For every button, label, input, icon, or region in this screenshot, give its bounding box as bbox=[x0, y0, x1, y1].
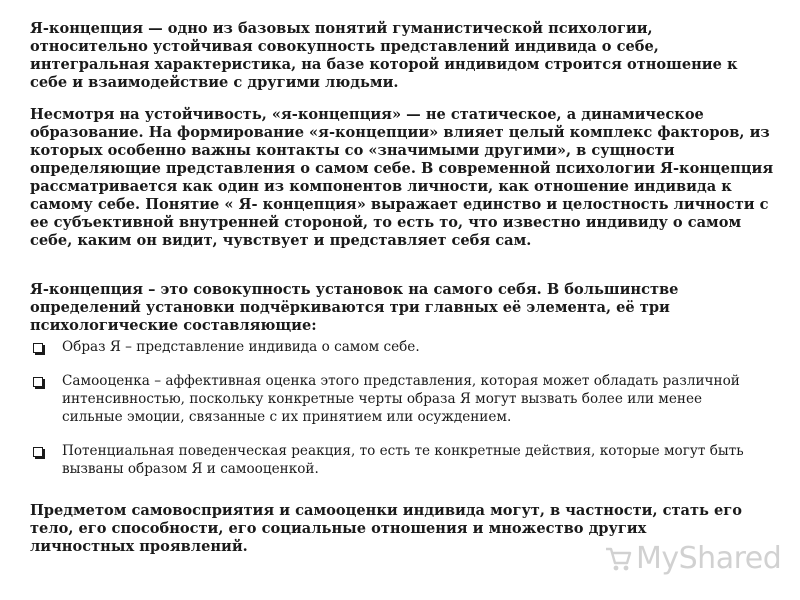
list-item-text: Образ Я – представление индивида о самом себе. bbox=[62, 339, 420, 355]
paragraph-self-perception: Предметом самовосприятия и самооценки индивида могут, в частности, стать его тело, его способности, его социальные отношения и множество других личностных проявлений. bbox=[30, 502, 742, 555]
list-item bbox=[30, 442, 750, 478]
paragraph-dynamics: Несмотря на устойчивость, «я-концепция» — не статическое, а динамическое образование. На формирование «я-концепции» влияет целый комплекс факторов, из которых особенно важны контакты со «значимыми другими», в сущности определяющие представления о самом себе. В современной психологии Я-концепция рассматривается как один из компонентов личности, как отношение индивида к самому себе. Понятие « Я- концепция» выражает единство и целостность личности с ее субъективной внутренней стороной, то есть то, что известно индивиду о самом себе, каким он видит, чувствует и представляет себя сам. bbox=[30, 106, 774, 249]
list-item bbox=[30, 338, 750, 356]
list-item-text: Потенциальная поведенческая реакция, то есть те конкретные действия, которые могут быть вызваны образом Я и самооценкой. bbox=[62, 443, 744, 477]
checkbox-square-icon bbox=[33, 343, 43, 353]
paragraph-definition: Я-концепция — одно из базовых понятий гуманистической психологии, относительно устойчивая совокупность представлений индивида о себе, интегральная характеристика, на базе которой индивидом строится отношение к себе и взаимодействие с другими людьми. bbox=[30, 20, 738, 91]
components-list bbox=[30, 338, 750, 478]
checkbox-square-icon bbox=[33, 377, 43, 387]
list-item-text: Самооценка – аффективная оценка этого представления, которая может обладать различной интенсивностью, поскольку конкретные черты образа Я могут вызвать более или менее сильные эмоции, связанные с их принятием или осуждением. bbox=[62, 373, 740, 425]
shopping-cart-icon bbox=[604, 543, 632, 573]
watermark-logo bbox=[604, 536, 781, 580]
list-item bbox=[30, 372, 750, 426]
watermark-text: MyShared bbox=[636, 540, 782, 576]
paragraph-components-intro: Я-концепция – это совокупность установок на самого себя. В большинстве определений установки подчёркиваются три главных её элемента, её три психологические составляющие: bbox=[30, 281, 679, 334]
checkbox-square-icon bbox=[33, 447, 43, 457]
